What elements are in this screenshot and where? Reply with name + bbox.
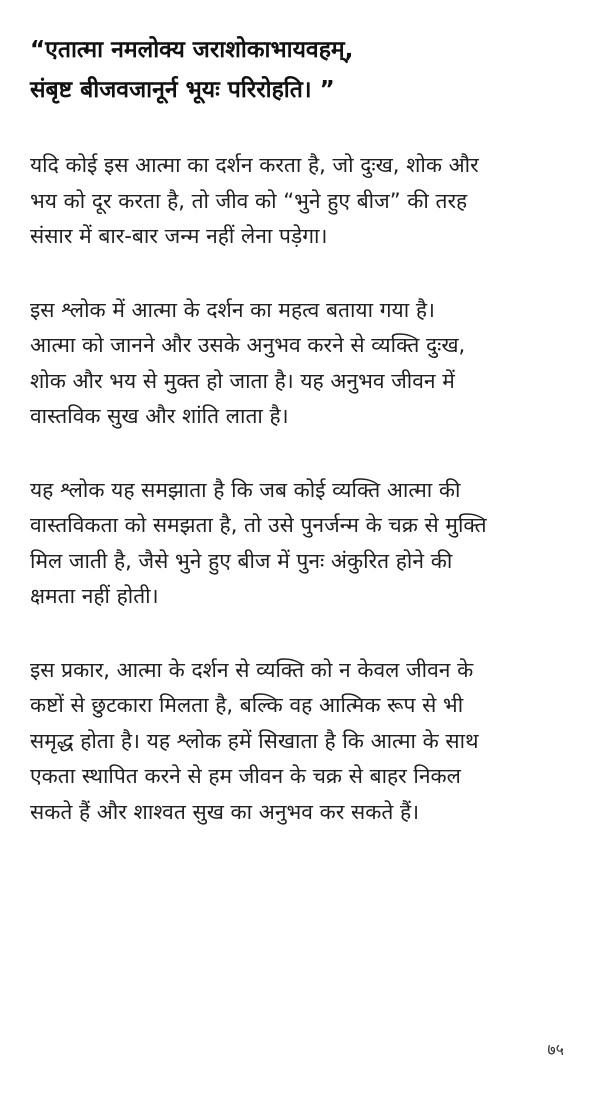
paragraph-line: वास्तविक सुख और शांति लाता है। — [30, 404, 289, 428]
paragraph-line: मिल जाती है, जैसे भुने हुए बीज में पुनः अंकुरित होने की — [30, 548, 453, 573]
page-number: ७५ — [547, 1040, 564, 1059]
paragraph-3 — [30, 473, 568, 615]
paragraph-line: इस श्लोक में आत्मा के दर्शन का महत्व बताया गया है। — [30, 297, 435, 322]
paragraph-line: शोक और भय से मुक्त हो जाता है। यह अनुभव जीवन में — [30, 368, 455, 393]
paragraph-line: इस प्रकार, आत्मा के दर्शन से व्यक्ति को न केवल जीवन के — [30, 657, 474, 682]
paragraph-line: आत्मा को जानने और उसके अनुभव करने से व्यक्ति दुःख, — [30, 333, 466, 357]
verse-line: संबृष्ट बीजवजानूर्न भूयः परिरोहति। ” — [30, 77, 335, 103]
paragraph-line: यह श्लोक यह समझाता है कि जब कोई व्यक्ति आत्मा की — [30, 477, 461, 502]
paragraph-line: संसार में बार-बार जन्म नहीं लेना पड़ेगा। — [30, 224, 328, 248]
verse-line: “एतात्मा नमलोक्य जराशोकाभायवहम्, — [30, 37, 354, 63]
paragraph-line: वास्तविकता को समझता है, तो उसे पुनर्जन्म के चक्र से मुक्ति — [30, 513, 487, 537]
paragraph-4 — [30, 653, 568, 831]
paragraph-2 — [30, 293, 568, 435]
sanskrit-verse — [30, 30, 568, 110]
paragraph-line: क्षमता नहीं होती। — [30, 584, 159, 608]
paragraph-1 — [30, 148, 568, 255]
paragraph-line: भय को दूर करता है, तो जीव को “भुने हुए बीज” की तरह — [30, 188, 468, 213]
paragraph-line: कष्टों से छुटकारा मिलता है, बल्कि वह आत्मिक रूप से भी — [30, 693, 464, 717]
paragraph-line: सकते हैं और शाश्वत सुख का अनुभव कर सकते हैं। — [30, 799, 420, 824]
paragraph-line: यदि कोई इस आत्मा का दर्शन करता है, जो दुःख, शोक और — [30, 153, 479, 177]
page-content — [30, 30, 568, 868]
paragraph-line: एकता स्थापित करने से हम जीवन के चक्र से बाहर निकल — [30, 764, 461, 788]
paragraph-line: समृद्ध होता है। यह श्लोक हमें सिखाता है कि आत्मा के साथ — [30, 728, 479, 753]
